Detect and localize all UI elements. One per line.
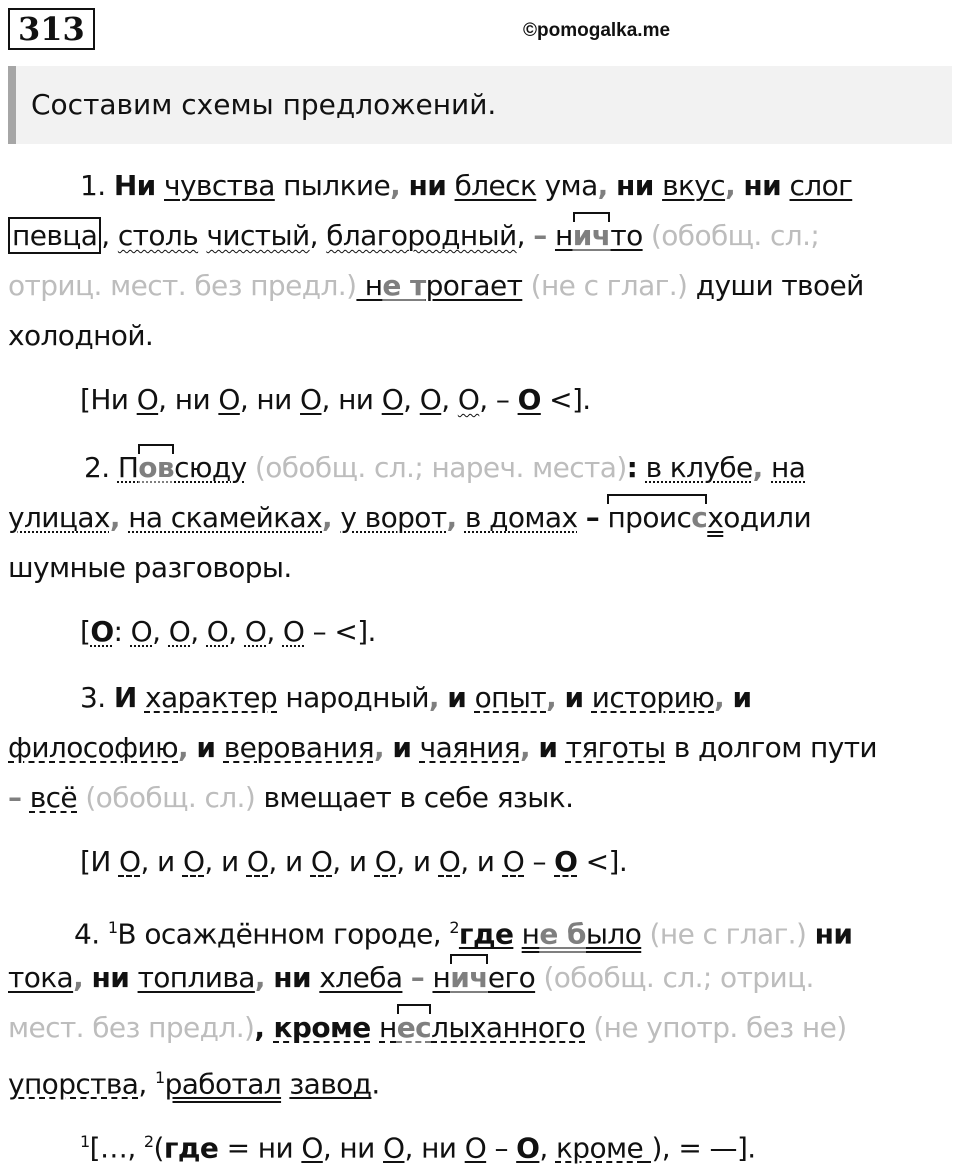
text-fragment: н [379, 1011, 397, 1044]
text-fragment: , [228, 615, 245, 648]
text-fragment: рогает [425, 269, 523, 302]
text-fragment [637, 451, 645, 484]
text-fragment [577, 501, 585, 534]
text-fragment: ни [273, 961, 311, 994]
text-fragment: О [218, 383, 240, 416]
text-fragment: 2. [84, 451, 118, 484]
text-fragment: , [266, 615, 283, 648]
text-fragment [247, 451, 255, 484]
text-fragment: И [113, 681, 137, 714]
text-fragment: 1 [154, 1068, 165, 1087]
text-fragment: О [502, 845, 525, 878]
text-fragment: [ [80, 615, 91, 648]
text-fragment: , и [460, 845, 503, 878]
sentence-3-line-3 [8, 780, 573, 816]
text-fragment: (обобщ. сл.; нареч. места) [254, 451, 627, 484]
text-fragment: е б [539, 917, 586, 951]
text-fragment: н [521, 917, 540, 951]
text-fragment [466, 681, 474, 714]
text-fragment: , [190, 615, 207, 648]
text-fragment [21, 781, 29, 814]
text-fragment: , [101, 219, 118, 252]
text-fragment: О [182, 845, 205, 878]
text-fragment: чаяния [419, 731, 520, 764]
text-fragment: , [152, 615, 169, 648]
text-fragment [641, 917, 649, 950]
text-fragment: – [486, 1131, 517, 1165]
text-fragment [654, 169, 662, 202]
root-mark: ов [138, 451, 175, 484]
text-fragment: О [168, 615, 191, 648]
text-fragment: П [117, 451, 139, 484]
text-fragment [137, 681, 145, 714]
text-fragment: О [310, 845, 333, 878]
text-fragment: , [714, 681, 725, 714]
text-fragment: тяготы [565, 731, 666, 764]
text-fragment [371, 1011, 379, 1044]
text-fragment: мест. без предл.) [8, 1011, 255, 1044]
text-fragment: , [322, 501, 333, 534]
text-fragment: В осаждённом городе, [117, 917, 450, 951]
text-fragment: О [381, 383, 404, 416]
text-fragment: – [410, 961, 425, 994]
text-fragment: (не с глаг.) [530, 269, 688, 302]
text-fragment: О [457, 383, 480, 416]
text-fragment: на [771, 451, 806, 484]
text-fragment: и [732, 681, 752, 714]
text-fragment: в домах [464, 501, 578, 534]
text-fragment [513, 917, 521, 950]
sentence-3-line-2 [8, 730, 877, 766]
text-fragment: : [626, 451, 638, 484]
text-fragment: отриц. мест. без предл.) [8, 269, 357, 302]
sentence-1-line-3 [8, 268, 864, 304]
text-fragment: О [517, 383, 541, 416]
text-fragment: характер [144, 681, 278, 714]
text-fragment: то [610, 219, 643, 252]
text-fragment: н [554, 219, 573, 252]
text-fragment: Ни [113, 169, 156, 202]
text-fragment [599, 501, 607, 534]
text-fragment: лыханного [431, 1011, 586, 1044]
sentence-2-line-2 [8, 500, 811, 536]
scheme-1 [80, 382, 591, 418]
text-fragment: философию [8, 731, 178, 764]
text-fragment [643, 219, 651, 252]
text-fragment: ни [91, 961, 130, 994]
sentence-4-line-1 [74, 910, 852, 952]
text-fragment: 1 [80, 1132, 90, 1151]
task-number: 313 [8, 8, 95, 50]
text-fragment: , [138, 1067, 155, 1101]
text-fragment: О [244, 615, 267, 648]
text-fragment: , [309, 219, 327, 252]
text-fragment: в клубе [645, 451, 753, 484]
text-fragment: проис [607, 501, 692, 534]
text-fragment: О [516, 1131, 540, 1165]
sentence-4-line-4 [8, 1060, 380, 1102]
scheme-4 [80, 1124, 756, 1166]
scheme-3 [80, 844, 627, 880]
text-fragment [402, 961, 410, 994]
text-fragment: чистый [206, 219, 310, 252]
text-fragment: , ни [322, 1131, 384, 1165]
text-fragment: и [196, 731, 216, 764]
text-fragment: улицах [8, 501, 110, 534]
text-fragment: […, [89, 1131, 144, 1165]
text-fragment [522, 269, 530, 302]
text-fragment: пылкие [274, 169, 391, 202]
text-fragment: , [254, 1011, 274, 1044]
sentence-1-line-4 [8, 318, 153, 354]
text-fragment [763, 451, 771, 484]
text-fragment [806, 917, 814, 950]
text-fragment: холодной. [8, 319, 154, 352]
text-fragment: О [301, 1131, 323, 1165]
root-mark [607, 500, 707, 536]
text-fragment [411, 731, 419, 764]
text-fragment: 2 [449, 918, 459, 937]
sentence-4-line-3 [8, 1010, 847, 1046]
text-fragment: (не употр. без не) [593, 1011, 847, 1044]
text-fragment: на скамейках [128, 501, 323, 534]
text-fragment: н [432, 961, 451, 994]
text-fragment: О [419, 383, 442, 416]
text-fragment: (обобщ. сл.; [650, 219, 820, 252]
text-fragment: – [524, 845, 555, 878]
text-fragment: , [403, 383, 420, 416]
text-fragment: , [539, 1131, 556, 1165]
text-fragment: , [546, 681, 557, 714]
text-fragment: : [113, 615, 131, 648]
text-fragment: О [464, 1131, 487, 1165]
text-fragment: , [109, 501, 120, 534]
text-fragment: , [516, 219, 534, 252]
text-fragment: [И [80, 845, 119, 878]
text-fragment: где [163, 1131, 219, 1165]
text-fragment: . [371, 1067, 380, 1101]
text-fragment: , [373, 731, 384, 764]
scheme-2 [80, 614, 376, 650]
root-mark: ич [572, 219, 611, 252]
instruction-banner [8, 66, 952, 144]
text-fragment: вмещает в себе язык. [255, 781, 574, 814]
text-fragment: , ни [321, 383, 382, 416]
text-fragment: О [438, 845, 461, 878]
root-mark: ес [396, 1011, 432, 1044]
text-fragment: [Ни [80, 383, 137, 416]
text-fragment: <]. [540, 383, 591, 416]
text-fragment [608, 169, 616, 202]
text-fragment: работал [164, 1067, 282, 1101]
text-fragment: О [130, 615, 153, 648]
text-fragment: , и [396, 845, 439, 878]
text-fragment: ), = —]. [651, 1131, 756, 1165]
text-fragment: , [73, 961, 84, 994]
text-fragment: , ни [239, 383, 301, 416]
text-fragment [156, 169, 164, 202]
text-fragment: кроме [273, 1011, 371, 1044]
text-fragment: столь [117, 219, 199, 252]
text-fragment: и [538, 731, 558, 764]
sentence-2-line-3 [8, 550, 292, 586]
text-fragment: шумные разговоры. [8, 551, 292, 584]
text-fragment: в долгом пути [665, 731, 878, 764]
text-fragment: 1. [80, 169, 114, 202]
text-fragment: О [383, 1131, 405, 1165]
text-fragment: , и [204, 845, 247, 878]
root-mark: ич [450, 961, 488, 994]
text-fragment: хлеба [319, 961, 403, 994]
text-fragment: слог [789, 169, 853, 202]
text-fragment: ни [743, 169, 782, 202]
text-fragment: ыло [585, 917, 642, 951]
text-fragment: <]. [577, 845, 628, 878]
text-fragment: – [585, 501, 600, 534]
text-fragment: 3. [80, 681, 114, 714]
text-fragment: , [441, 383, 458, 416]
text-fragment [781, 169, 789, 202]
text-fragment: завод [289, 1067, 372, 1101]
text-fragment: О [282, 615, 305, 648]
text-fragment: = ни [218, 1131, 302, 1165]
text-fragment: народный [277, 681, 429, 714]
text-fragment: О [90, 615, 114, 648]
text-fragment: , [597, 169, 608, 202]
text-fragment: – <]. [304, 615, 376, 648]
text-fragment: верования [223, 731, 374, 764]
sentence-3-line-1 [80, 680, 752, 716]
text-fragment: , и [268, 845, 311, 878]
text-fragment: О [246, 845, 269, 878]
text-fragment: , и [140, 845, 183, 878]
text-fragment: с [691, 501, 708, 534]
text-fragment: и [564, 681, 584, 714]
text-fragment: , [752, 451, 763, 484]
text-fragment [446, 169, 454, 202]
text-fragment: – [533, 219, 547, 252]
text-fragment: (обобщ. сл.) [85, 781, 256, 814]
text-fragment [557, 731, 565, 764]
text-fragment [724, 681, 732, 714]
text-fragment: ни [814, 917, 853, 951]
text-fragment: одили [723, 501, 812, 534]
text-fragment: н [356, 269, 383, 302]
text-fragment: топлива [137, 961, 255, 994]
text-fragment: , [390, 169, 401, 202]
text-fragment: е т [382, 269, 426, 302]
boxed-word: певца [8, 217, 101, 254]
text-fragment [120, 501, 128, 534]
text-fragment [215, 731, 223, 764]
text-fragment: х [707, 501, 724, 534]
text-fragment: ума [536, 169, 598, 202]
text-fragment: О [374, 845, 397, 878]
text-fragment: тока [8, 961, 74, 994]
text-fragment: , и [332, 845, 375, 878]
text-fragment: опыт [474, 681, 547, 714]
text-fragment: , [446, 501, 457, 534]
text-fragment: ни [616, 169, 654, 202]
sentence-1-line-2 [8, 218, 819, 254]
text-fragment: и [392, 731, 412, 764]
site-watermark: ©pomogalka.me [523, 20, 671, 41]
text-fragment: его [487, 961, 536, 994]
text-fragment: О [206, 615, 229, 648]
text-fragment: кроме [555, 1131, 644, 1165]
text-fragment [129, 961, 137, 994]
text-fragment [547, 219, 555, 252]
text-fragment: О [554, 845, 578, 878]
text-fragment [265, 961, 273, 994]
text-fragment: О [300, 383, 322, 416]
text-fragment: (обобщ. сл.; отриц. [543, 961, 814, 994]
text-fragment: 1 [107, 918, 118, 937]
instruction-text: Составим схемы предложений. [31, 88, 497, 121]
text-fragment: благородный [326, 219, 517, 252]
text-fragment [457, 501, 465, 534]
text-fragment [400, 169, 408, 202]
text-fragment: вкус [662, 169, 726, 202]
text-fragment: и [447, 681, 467, 714]
text-fragment: 4. [74, 917, 108, 951]
text-fragment: всё [29, 781, 78, 814]
text-fragment: , ни [158, 383, 219, 416]
text-fragment: души твоей [687, 269, 864, 302]
text-fragment: ( [153, 1131, 164, 1165]
text-fragment: ни [408, 169, 447, 202]
text-fragment: где [458, 917, 514, 951]
text-fragment: О [136, 383, 159, 416]
text-fragment: 2 [143, 1132, 154, 1151]
text-fragment: историю [591, 681, 715, 714]
text-fragment: , ни [404, 1131, 465, 1165]
text-fragment: блеск [454, 169, 537, 202]
sentence-1-line-1 [80, 168, 852, 204]
text-fragment: у ворот [340, 501, 447, 534]
text-fragment: сюду [174, 451, 247, 484]
text-fragment: упорства [8, 1067, 139, 1101]
text-fragment: – [8, 781, 22, 814]
text-fragment: , – [479, 383, 518, 416]
sentence-4-line-2 [8, 960, 814, 996]
text-fragment [583, 681, 591, 714]
text-fragment: (не с глаг.) [649, 917, 807, 951]
text-fragment: , [519, 731, 530, 764]
text-fragment: , [254, 961, 265, 994]
text-fragment: , [725, 169, 736, 202]
text-fragment: чувства [164, 169, 275, 202]
text-fragment: О [118, 845, 141, 878]
text-fragment: , [428, 681, 439, 714]
text-fragment: , [178, 731, 189, 764]
sentence-2-line-1 [84, 450, 805, 486]
